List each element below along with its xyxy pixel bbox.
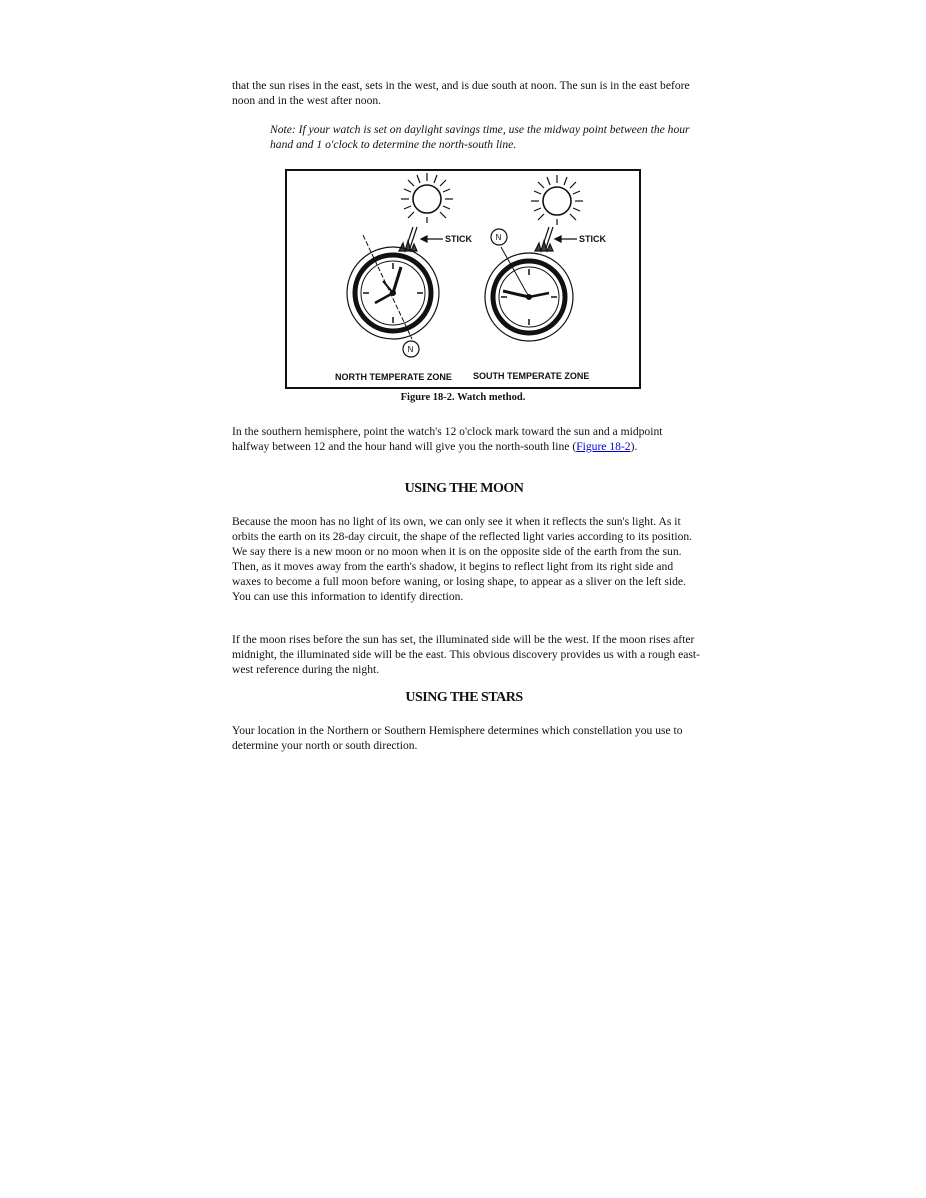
moon-paragraph-1: Because the moon has no light of its own, we can only see it when it reflects the sun's light. As it orbits the earth on its 28-day circuit, the shape of the reflected light varies according to its position. We say there is a new moon or no moon when it is on the opposite side of the earth from the sun. Then, as it moves away from the earth's shadow, it begins to reflect light from its right side and waxes to become a full moon before waning, or losing shape, to appear as a sliver on the left side. You can use this information to identify direction. bbox=[232, 515, 693, 603]
southern-text-after: ). bbox=[630, 440, 638, 453]
stick-right-icon bbox=[535, 227, 577, 251]
moon-paragraph-2: If the moon rises before the sun has set, the illuminated side will be the west. If the moon rises after midnight, the illuminated side will be the east. This obvious discovery provides us with a rough east-west reference during the night. bbox=[232, 633, 700, 676]
southern-hemisphere-paragraph bbox=[232, 424, 702, 454]
stick-right-label: STICK bbox=[579, 234, 606, 244]
north-marker-left-icon bbox=[403, 341, 419, 357]
southern-text-before: In the southern hemisphere, point the watch's 12 o'clock mark toward the sun and a midpoint halfway between 12 and the hour hand will give you the north-south line ( bbox=[232, 425, 663, 453]
stick-left-icon bbox=[399, 227, 443, 251]
sun-right-icon bbox=[531, 175, 583, 225]
south-temperate-zone-label: SOUTH TEMPERATE ZONE bbox=[473, 371, 590, 381]
figure-18-2-link[interactable]: Figure 18-2 bbox=[576, 440, 631, 453]
stick-left-label: STICK bbox=[445, 234, 472, 244]
watch-left-icon bbox=[347, 235, 439, 339]
daylight-savings-note: Note: If your watch is set on daylight savings time, use the midway point between the hour hand and 1 o'clock to determine the north-south line. bbox=[270, 123, 690, 151]
north-marker-right-label: N bbox=[495, 233, 502, 242]
watch-right-icon bbox=[485, 247, 573, 341]
watch-method-figure bbox=[285, 169, 641, 389]
watch-method-illustration bbox=[287, 171, 639, 387]
stars-paragraph: Your location in the Northern or Southern Hemisphere determines which constellation you use to determine your north or south direction. bbox=[232, 724, 683, 752]
figure-caption: Figure 18-2. Watch method. bbox=[400, 392, 526, 403]
north-marker-left-label: N bbox=[407, 345, 414, 354]
heading-using-the-moon: USING THE MOON bbox=[404, 481, 524, 496]
north-marker-right-icon bbox=[491, 229, 507, 245]
north-temperate-zone-label: NORTH TEMPERATE ZONE bbox=[335, 372, 452, 382]
heading-using-the-stars: USING THE STARS bbox=[405, 690, 523, 705]
intro-paragraph: that the sun rises in the east, sets in the west, and is due south at noon. The sun is in the east before noon and in the west after noon. bbox=[232, 79, 690, 107]
sun-left-icon bbox=[401, 173, 453, 223]
